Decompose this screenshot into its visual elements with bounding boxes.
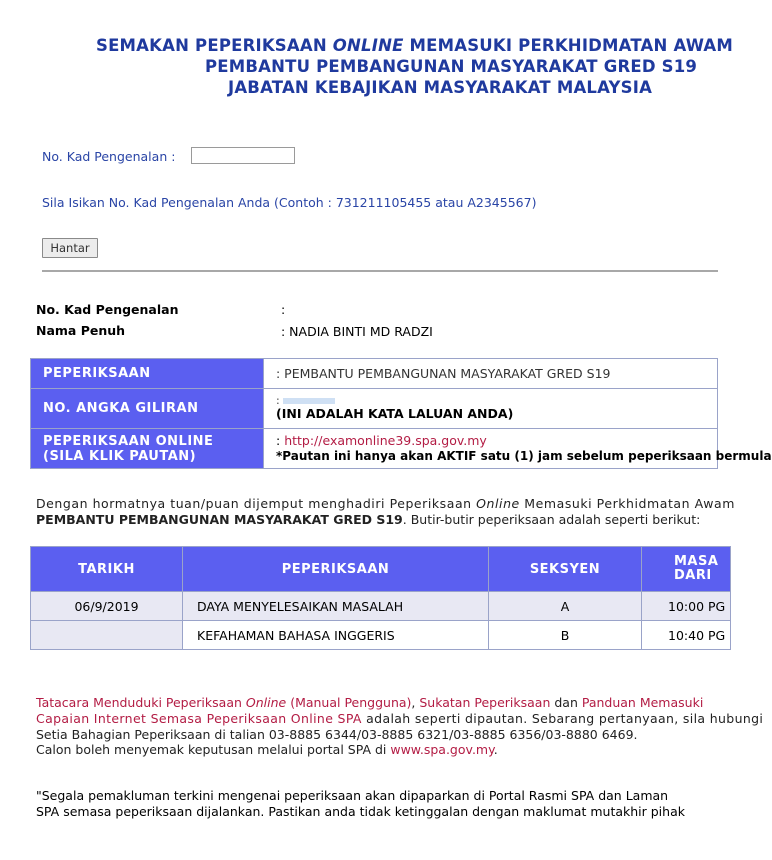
online-exam-link[interactable]: http://examonline39.spa.gov.my — [284, 433, 487, 448]
submit-button[interactable]: Hantar — [42, 238, 98, 258]
candidate-name-label: Nama Penuh — [36, 323, 126, 338]
guides-line-3: Setia Bahagian Peperiksaan di talian 03-8885 6344/03-8885 6321/03-8885 6356/03-8880 6469. — [36, 727, 638, 742]
invite-line-2: PEMBANTU PEMBANGUNAN MASYARAKAT GRED S19. Butir-butir peperiksaan adalah seperti berikut: — [36, 512, 701, 527]
ic-input[interactable] — [191, 147, 295, 164]
row-date: 06/9/2019 — [31, 592, 183, 621]
schedule-header-row — [31, 547, 731, 592]
online-cell: : http://examonline39.spa.gov.my *Pautan ini hanya akan AKTIF satu (1) jam sebelum peperiksaan bermula — [264, 429, 718, 469]
col-section: SEKSYEN — [489, 547, 642, 592]
col-exam: PEPERIKSAAN — [183, 547, 489, 592]
candidate-name-value: : NADIA BINTI MD RADZI — [281, 324, 433, 339]
online-label: PEPERIKSAAN ONLINE (SILA KLIK PAUTAN) — [31, 429, 264, 469]
online-note: *Pautan ini hanya akan AKTIF satu (1) jam sebelum peperiksaan bermula — [276, 449, 772, 463]
row-section: A — [489, 592, 642, 621]
guides-line-2: Capaian Internet Semasa Peperiksaan Online SPA adalah seperti dipautan. Sebarang pertanyaan, sila hubungi — [36, 711, 764, 726]
divider — [42, 270, 718, 272]
ticket-label: NO. ANGKA GILIRAN — [31, 389, 264, 429]
invite-line-1: Dengan hormatnya tuan/puan dijemput menghadiri Peperiksaan Online Memasuki Perkhidmatan Awam — [36, 496, 735, 511]
exam-info-table — [30, 358, 772, 469]
ic-label: No. Kad Pengenalan : — [42, 149, 176, 164]
internet-access-link[interactable]: Capaian Internet Semasa Peperiksaan Online SPA — [36, 711, 362, 726]
title-online-italic: ONLINE — [332, 36, 404, 55]
ticket-cell — [264, 389, 718, 429]
row-exam: DAYA MENYELESAIKAN MASALAH — [183, 592, 489, 621]
exam-info-row-online — [31, 429, 718, 469]
row-time: 10:00 PG — [642, 592, 731, 621]
page-title-line-3: JABATAN KEBAJIKAN MASYARAKAT MALAYSIA — [228, 78, 653, 97]
page-title-line-1: SEMAKAN PEPERIKSAAN ONLINE MEMASUKI PERKHIDMATAN AWAM — [96, 36, 733, 55]
table-row — [31, 592, 731, 621]
ticket-value-masked: : — [276, 395, 717, 406]
row-date — [31, 621, 183, 650]
exam-value: : PEMBANTU PEMBANGUNAN MASYARAKAT GRED S19 — [264, 359, 718, 389]
candidate-ic-label: No. Kad Pengenalan — [36, 302, 179, 317]
col-time: MASA DARI — [642, 547, 731, 592]
ticket-redacted — [283, 398, 335, 404]
col-date: TARIKH — [31, 547, 183, 592]
notice-line-2: SPA semasa peperiksaan dijalankan. Pastikan anda tidak ketinggalan dengan maklumat mutakhir pihak — [36, 804, 685, 819]
manual-link[interactable]: Tatacara Menduduki Peperiksaan Online (Manual Pengguna) — [36, 695, 412, 710]
schedule-table — [30, 546, 731, 650]
exam-label: PEPERIKSAAN — [31, 359, 264, 389]
exam-info-row-exam — [31, 359, 718, 389]
notice-line-1: "Segala pemakluman terkini mengenai peperiksaan akan dipaparkan di Portal Rasmi SPA dan Laman — [36, 788, 669, 803]
ic-hint: Sila Isikan No. Kad Pengenalan Anda (Contoh : 731211105455 atau A2345567) — [42, 195, 537, 210]
syllabus-link[interactable]: Sukatan Peperiksaan — [419, 695, 551, 710]
guides-line-1: Tatacara Menduduki Peperiksaan Online (Manual Pengguna), Sukatan Peperiksaan dan Panduan Memasuki — [36, 695, 704, 710]
table-row — [31, 621, 731, 650]
ticket-note: (INI ADALAH KATA LALUAN ANDA) — [276, 406, 514, 421]
candidate-ic-value: : — [281, 302, 286, 317]
results-line: Calon boleh menyemak keputusan melalui portal SPA di www.spa.gov.my. — [36, 742, 498, 757]
guide-link[interactable]: Panduan Memasuki — [581, 695, 704, 710]
row-exam: KEFAHAMAN BAHASA INGGERIS — [183, 621, 489, 650]
row-time: 10:40 PG — [642, 621, 731, 650]
exam-info-row-ticket — [31, 389, 718, 429]
page-title-line-2: PEMBANTU PEMBANGUNAN MASYARAKAT GRED S19 — [205, 57, 698, 76]
row-section: B — [489, 621, 642, 650]
spa-portal-link[interactable]: www.spa.gov.my — [390, 742, 494, 757]
